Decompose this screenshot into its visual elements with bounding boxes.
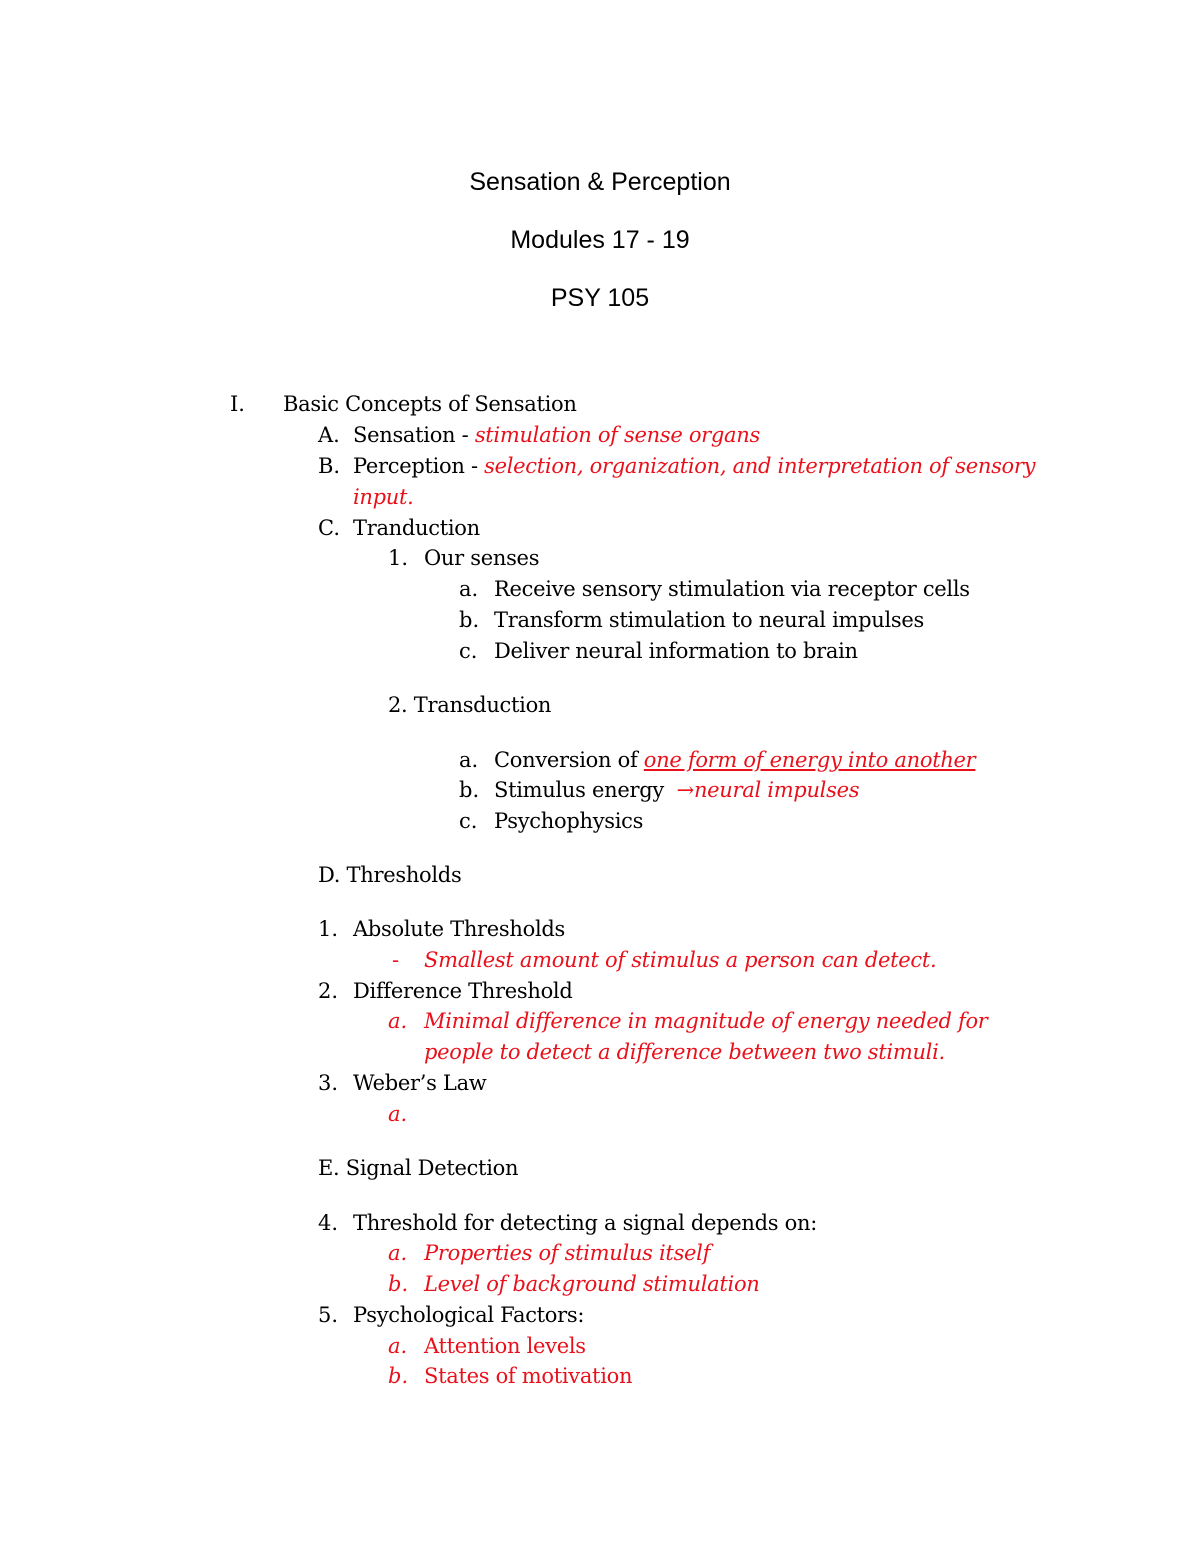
signal-label-a: a. bbox=[388, 1241, 408, 1265]
definition-perception-line1: selection, organization, and interpretation of sensory bbox=[484, 454, 1036, 478]
subsub-label-c: c. bbox=[459, 639, 478, 663]
conversion-highlight: one form of energy into another bbox=[643, 748, 976, 772]
subsub-receive: Receive sensory stimulation via receptor cells bbox=[494, 577, 970, 601]
webers-law: Weber’s Law bbox=[353, 1071, 487, 1095]
signal-label-4: 4. bbox=[318, 1211, 339, 1235]
factors-label-b: b. bbox=[388, 1364, 409, 1388]
absolute-note: Smallest amount of stimulus a person can detect. bbox=[424, 948, 937, 972]
factors-label-a: a. bbox=[388, 1334, 408, 1358]
difference-note-line1: Minimal difference in magnitude of energy needed for bbox=[424, 1009, 988, 1033]
item-label-a: A. bbox=[318, 423, 340, 447]
subsub-psychophysics: Psychophysics bbox=[494, 809, 644, 833]
absolute-thresholds: Absolute Thresholds bbox=[353, 917, 565, 941]
signal-label-5: 5. bbox=[318, 1303, 339, 1327]
item-label-c: C. bbox=[318, 516, 340, 540]
item-label-b: B. bbox=[318, 454, 341, 478]
subsub-deliver: Deliver neural information to brain bbox=[494, 639, 858, 663]
subsub-label-c2: c. bbox=[459, 809, 478, 833]
subsub-transform: Transform stimulation to neural impulses bbox=[494, 608, 924, 632]
factors-attention: Attention levels bbox=[424, 1334, 586, 1358]
item-thresholds: D. Thresholds bbox=[318, 863, 462, 887]
difference-note-line2: people to detect a difference between two stimuli. bbox=[424, 1040, 945, 1064]
threshold-label-1: 1. bbox=[318, 917, 339, 941]
difference-threshold: Difference Threshold bbox=[353, 979, 573, 1003]
item-signal-detection: E. Signal Detection bbox=[318, 1156, 519, 1180]
item-tranduction: Tranduction bbox=[353, 516, 480, 540]
section-numeral: I. bbox=[230, 392, 245, 416]
signal-threshold: Threshold for detecting a signal depends on: bbox=[353, 1211, 817, 1235]
subsub-label-a2: a. bbox=[459, 748, 479, 772]
document-title: Sensation & Perception bbox=[469, 168, 731, 196]
subsub-label-a: a. bbox=[459, 577, 479, 601]
factors-motivation: States of motivation bbox=[424, 1364, 633, 1388]
item-sensation bbox=[353, 421, 760, 449]
absolute-dash: - bbox=[392, 948, 400, 972]
term-sensation: Sensation - bbox=[353, 423, 475, 447]
definition-perception-line2: input. bbox=[353, 485, 414, 509]
subsub-stimulus-energy bbox=[494, 776, 859, 804]
conversion-text: Conversion of bbox=[494, 748, 644, 772]
signal-background: Level of background stimulation bbox=[424, 1272, 760, 1296]
webers-label-a: a. bbox=[388, 1102, 408, 1126]
subsub-conversion bbox=[494, 746, 975, 774]
definition-sensation: stimulation of sense organs bbox=[474, 423, 760, 447]
sub-label-1: 1. bbox=[388, 546, 409, 570]
subsub-label-b2: b. bbox=[459, 778, 480, 802]
subsub-label-b: b. bbox=[459, 608, 480, 632]
threshold-label-2: 2. bbox=[318, 979, 339, 1003]
term-perception: Perception - bbox=[353, 454, 485, 478]
document-course: PSY 105 bbox=[550, 284, 650, 312]
difference-label-a: a. bbox=[388, 1009, 408, 1033]
sub-transduction: 2. Transduction bbox=[388, 693, 552, 717]
item-perception bbox=[353, 452, 1035, 480]
signal-label-b: b. bbox=[388, 1272, 409, 1296]
stimulus-energy-highlight: →neural impulses bbox=[676, 778, 860, 802]
signal-properties: Properties of stimulus itself bbox=[424, 1241, 711, 1265]
psychological-factors: Psychological Factors: bbox=[353, 1303, 585, 1327]
threshold-label-3: 3. bbox=[318, 1071, 339, 1095]
section-title: Basic Concepts of Sensation bbox=[283, 392, 577, 416]
stimulus-energy-text: Stimulus energy bbox=[494, 778, 677, 802]
sub-our-senses: Our senses bbox=[424, 546, 540, 570]
document-modules: Modules 17 - 19 bbox=[510, 226, 690, 254]
